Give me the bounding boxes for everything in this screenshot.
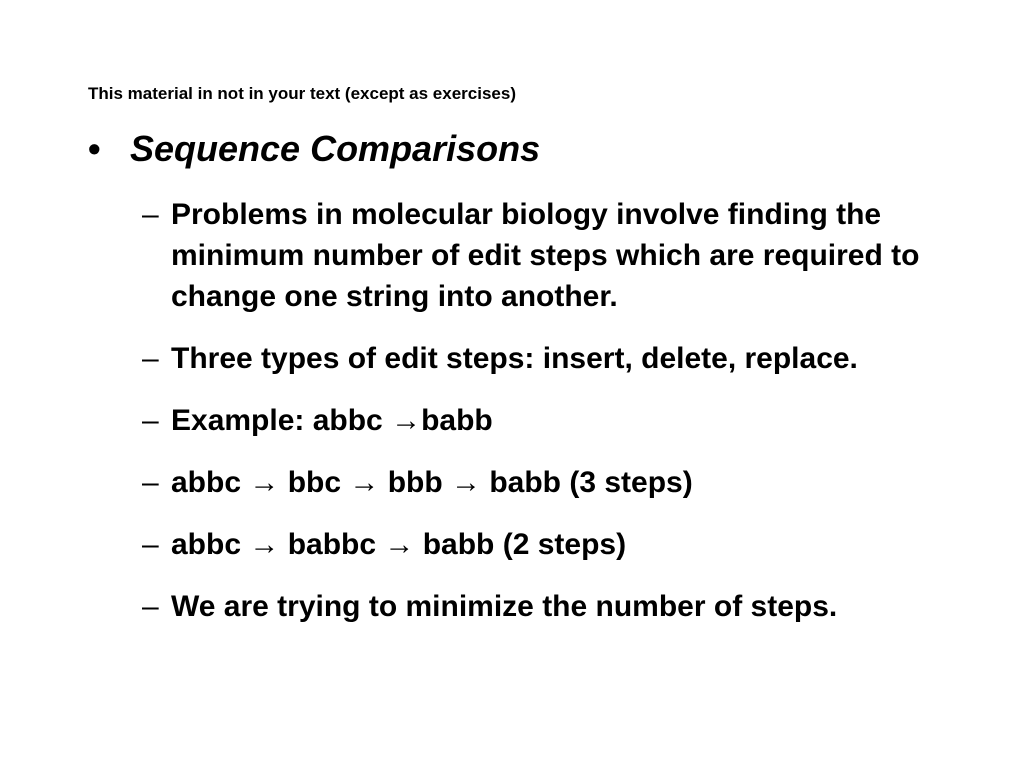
list-item-text: abbc → bbc → bbb → babb (3 steps) (171, 466, 693, 499)
dash-icon: – (142, 342, 159, 375)
list-item-text: abbc → babbc → babb (2 steps) (171, 528, 627, 561)
list-item-edit-types (142, 338, 1002, 379)
list-item-text: Problems in molecular biology involve finding the minimum number of edit steps which are required to change one string into another. (171, 198, 920, 313)
list-item-three-steps (142, 462, 1002, 503)
dash-icon: – (142, 198, 159, 231)
list-item-two-steps (142, 524, 1002, 565)
header-note: This material in not in your text (except as exercises) (88, 84, 516, 103)
dash-icon: – (142, 466, 159, 499)
bullet-icon: • (88, 128, 101, 169)
dash-icon: – (142, 528, 159, 561)
dash-icon: – (142, 590, 159, 623)
list-item-text: We are trying to minimize the number of steps. (171, 590, 838, 623)
list-item-minimize (142, 586, 1002, 627)
list-item-example (142, 400, 1002, 441)
sub-bullet-list (142, 194, 1002, 648)
list-item-text: Example: abbc →babb (171, 404, 493, 437)
list-item-problems (142, 194, 1002, 317)
section-title: Sequence Comparisons (130, 128, 541, 169)
list-item-text: Three types of edit steps: insert, delete, replace. (171, 342, 858, 375)
dash-icon: – (142, 404, 159, 437)
bullet-section-title (88, 128, 540, 170)
